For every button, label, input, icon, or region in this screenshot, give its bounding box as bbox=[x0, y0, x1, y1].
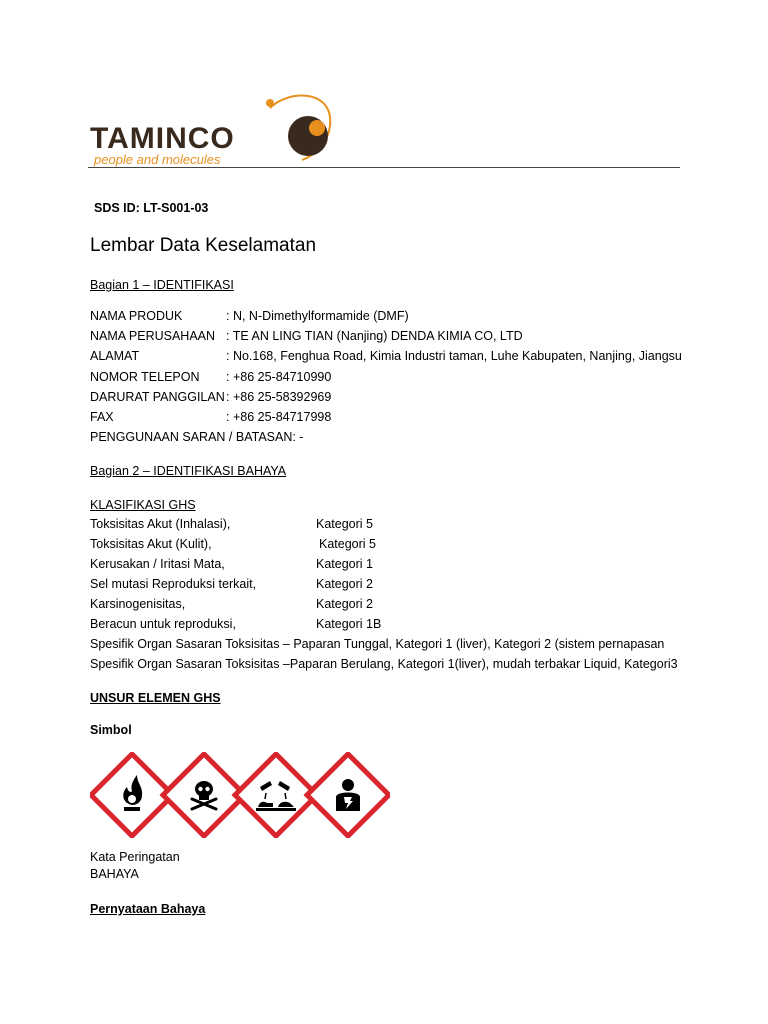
row-label: NAMA PRODUK bbox=[90, 309, 183, 323]
classification-name: Sel mutasi Reproduksi terkait, bbox=[90, 577, 257, 591]
sds-id: SDS ID: LT-S001-03 bbox=[94, 201, 209, 215]
classification-name: Beracun untuk reproduksi, bbox=[90, 617, 236, 631]
row-value: : TE AN LING TIAN (Nanjing) DENDA KIMIA CO, LTD bbox=[226, 329, 523, 343]
section2-heading: Bagian 2 – IDENTIFIKASI BAHAYA bbox=[90, 464, 287, 478]
row-value: : +86 25-84710990 bbox=[226, 370, 332, 384]
row-label: ALAMAT bbox=[90, 349, 140, 363]
taminco-logo bbox=[88, 90, 348, 170]
row-label: NOMOR TELEPON bbox=[90, 370, 200, 384]
row-label: DARURAT PANGGILAN bbox=[90, 390, 225, 404]
ghs-classification-heading: KLASIFIKASI GHS bbox=[90, 498, 196, 512]
classification-category: Kategori 2 bbox=[316, 577, 373, 591]
row-label: NAMA PERUSAHAAN bbox=[90, 329, 216, 343]
row-value: : N, N-Dimethylformamide (DMF) bbox=[226, 309, 409, 323]
ghs-pictograms bbox=[90, 752, 390, 838]
specific-organ-line: Spesifik Organ Sasaran Toksisitas – Paparan Tunggal, Kategori 1 (liver), Kategori 2 (sistem pernapasan bbox=[90, 637, 665, 651]
usage-line: PENGGUNAAN SARAN / BATASAN: - bbox=[90, 430, 304, 444]
svg-text:TAMINCO: TAMINCO bbox=[90, 122, 235, 155]
header-divider bbox=[88, 167, 680, 168]
row-label: FAX bbox=[90, 410, 114, 424]
svg-text:people and molecules: people and molecules bbox=[94, 152, 221, 167]
classification-category: Kategori 1 bbox=[316, 557, 373, 571]
document-title: Lembar Data Keselamatan bbox=[90, 235, 317, 256]
row-value: : +86 25-58392969 bbox=[226, 390, 332, 404]
classification-category: Kategori 5 bbox=[316, 517, 373, 531]
symbol-label: Simbol bbox=[90, 723, 132, 737]
classification-name: Toksisitas Akut (Kulit), bbox=[90, 537, 212, 551]
classification-category: Kategori 5 bbox=[319, 537, 376, 551]
hazard-statements-heading: Pernyataan Bahaya bbox=[90, 902, 206, 916]
classification-name: Toksisitas Akut (Inhalasi), bbox=[90, 517, 231, 531]
ghs-elements-heading: UNSUR ELEMEN GHS bbox=[90, 691, 221, 705]
health-hazard-icon bbox=[307, 754, 389, 836]
classification-name: Kerusakan / Iritasi Mata, bbox=[90, 557, 225, 571]
signal-word: BAHAYA bbox=[90, 867, 139, 881]
classification-category: Kategori 1B bbox=[316, 617, 382, 631]
classification-category: Kategori 2 bbox=[316, 597, 373, 611]
specific-organ-line: Spesifik Organ Sasaran Toksisitas –Paparan Berulang, Kategori 1(liver), mudah terbakar Liquid, Kategori3 bbox=[90, 657, 678, 671]
signal-word-label: Kata Peringatan bbox=[90, 850, 180, 864]
row-value: : +86 25-84717998 bbox=[226, 410, 332, 424]
classification-name: Karsinogenisitas, bbox=[90, 597, 186, 611]
section1-heading: Bagian 1 – IDENTIFIKASI bbox=[90, 278, 234, 292]
row-value: : No.168, Fenghua Road, Kimia Industri taman, Luhe Kabupaten, Nanjing, Jiangsu bbox=[226, 349, 682, 363]
